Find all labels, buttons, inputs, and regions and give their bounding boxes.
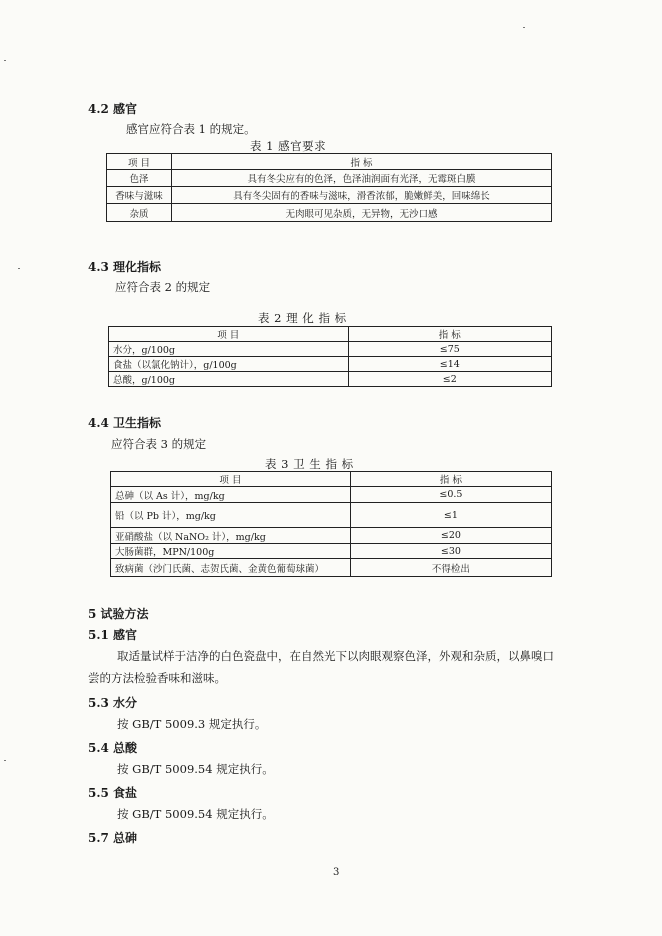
value-cell: ≤2 (348, 372, 551, 387)
table-2-caption: 表 2 理 化 指 标 (258, 311, 347, 325)
value-cell: ≤0.5 (350, 487, 551, 503)
header-cell: 指 标 (171, 154, 551, 170)
table-1-caption: 表 1 感官要求 (250, 139, 327, 153)
section-5-4-text: 按 GB/T 5009.54 规定执行。 (117, 762, 274, 776)
table-row (111, 559, 552, 577)
section-4-2-heading: 4.2 感官 (88, 102, 138, 116)
table-header-row (109, 327, 552, 342)
value-cell: 具有冬尖应有的色泽，色泽油润面有光泽，无霉斑白膜 (171, 170, 551, 187)
table-row (111, 544, 552, 559)
table-2-physicochemical (108, 326, 552, 387)
section-5-1-text-line-2: 尝的方法检验香味和滋味。 (88, 671, 226, 685)
value-cell: 不得检出 (350, 559, 551, 577)
value-cell: ≤1 (350, 503, 551, 528)
item-cell: 亚硝酸盐（以 NaNO₂ 计），mg/kg (111, 528, 351, 544)
section-5-7-heading: 5.7 总砷 (88, 831, 138, 845)
item-cell: 杂质 (107, 204, 172, 222)
item-cell: 香味与滋味 (107, 187, 172, 204)
table-row (109, 372, 552, 387)
scan-speck (523, 27, 525, 28)
item-cell: 大肠菌群，MPN/100g (111, 544, 351, 559)
section-4-4-intro: 应符合表 3 的规定 (111, 437, 207, 451)
value-cell: ≤75 (348, 342, 551, 357)
header-cell: 项 目 (109, 327, 349, 342)
table-header-row (107, 154, 552, 170)
value-cell: ≤30 (350, 544, 551, 559)
value-cell: ≤14 (348, 357, 551, 372)
section-4-2-intro: 感官应符合表 1 的规定。 (126, 122, 256, 136)
item-cell: 色泽 (107, 170, 172, 187)
table-row (109, 357, 552, 372)
item-cell: 水分，g/100g (109, 342, 349, 357)
page-number: 3 (333, 867, 340, 878)
section-5-1-text-line-1: 取适量试样于洁净的白色瓷盘中，在自然光下以肉眼观察色泽，外观和杂质，以鼻嗅口 (117, 649, 554, 663)
section-5-4-heading: 5.4 总酸 (88, 741, 138, 755)
table-row (107, 170, 552, 187)
scan-speck (18, 268, 20, 269)
table-3-hygiene (110, 471, 552, 577)
section-5-3-heading: 5.3 水分 (88, 696, 138, 710)
table-3-caption: 表 3 卫 生 指 标 (265, 457, 354, 471)
section-4-3-heading: 4.3 理化指标 (88, 260, 162, 274)
item-cell: 致病菌（沙门氏菌、志贺氏菌、金黄色葡萄球菌） (111, 559, 351, 577)
section-5-5-heading: 5.5 食盐 (88, 786, 138, 800)
section-5-5-text: 按 GB/T 5009.54 规定执行。 (117, 807, 274, 821)
table-row (107, 187, 552, 204)
table-header-row (111, 472, 552, 487)
table-row (111, 503, 552, 528)
scan-speck (4, 760, 6, 761)
section-5-3-text: 按 GB/T 5009.3 规定执行。 (117, 717, 267, 731)
section-5-1-heading: 5.1 感官 (88, 628, 138, 642)
table-row (109, 342, 552, 357)
table-row (111, 528, 552, 544)
item-cell: 食盐（以氯化钠计），g/100g (109, 357, 349, 372)
section-5-heading: 5 试验方法 (88, 607, 149, 621)
section-4-4-heading: 4.4 卫生指标 (88, 416, 162, 430)
value-cell: 无肉眼可见杂质，无异物，无沙口感 (171, 204, 551, 222)
item-cell: 总砷（以 As 计），mg/kg (111, 487, 351, 503)
section-4-3-intro: 应符合表 2 的规定 (115, 280, 211, 294)
item-cell: 总酸，g/100g (109, 372, 349, 387)
header-cell: 指 标 (348, 327, 551, 342)
value-cell: 具有冬尖固有的香味与滋味，滑香浓郁，脆嫩鲜美，回味绵长 (171, 187, 551, 204)
table-row (111, 487, 552, 503)
header-cell: 项 目 (107, 154, 172, 170)
header-cell: 指 标 (350, 472, 551, 487)
header-cell: 项 目 (111, 472, 351, 487)
table-1-sensory (106, 153, 552, 222)
value-cell: ≤20 (350, 528, 551, 544)
item-cell: 铅（以 Pb 计），mg/kg (111, 503, 351, 528)
table-row (107, 204, 552, 222)
scan-speck (4, 60, 6, 61)
